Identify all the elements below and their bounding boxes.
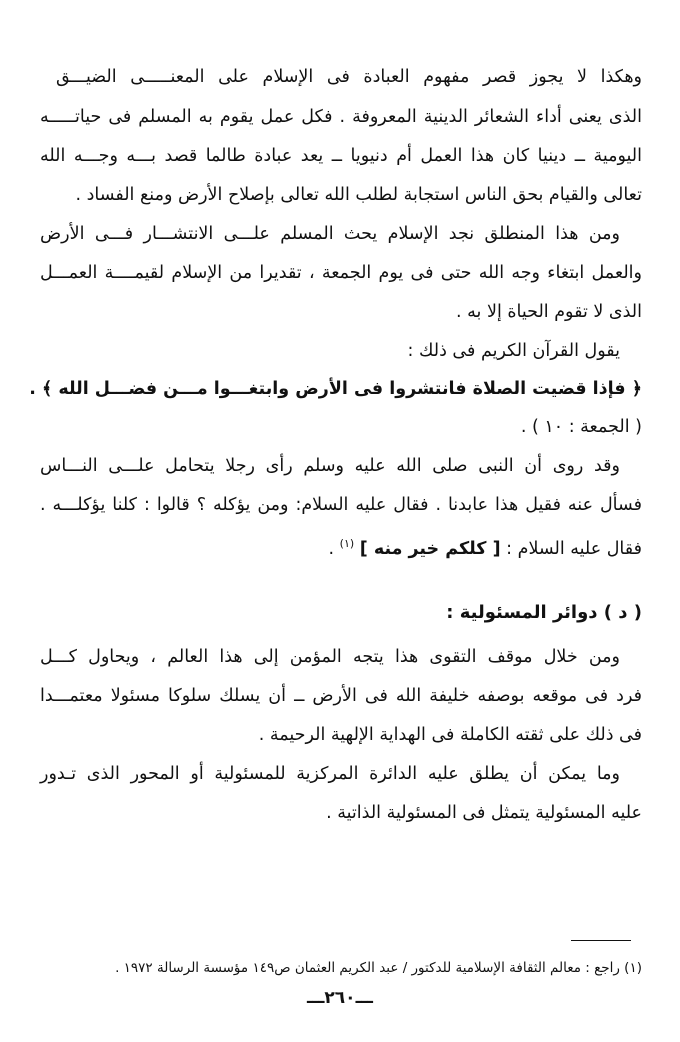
paragraph-3-line-2: فسأل عنه فقيل هذا عابدنا . فقال عليه السلام: ومن يؤكله ؟ قالوا : كلنا يؤكلـــه .: [40, 495, 642, 515]
hadith-line: [329, 529, 643, 564]
section-heading: ( د ) دوائر المسئولية :: [446, 602, 642, 623]
paragraph-2-line-1: ومن هذا المنطلق نجد الإسلام يحث المسلم علـــى الانتشـــار فـــى الأرض: [40, 224, 620, 244]
paragraph-4-line-1: ومن خلال موقف التقوى هذا يتجه المؤمن إلى هذا العالم ، ويحاول كـــل: [40, 647, 620, 667]
paragraph-1-line-4: تعالى والقيام بحق الناس استجابة لطلب الله تعالى بإصلاح الأرض ومنع الفساد .: [75, 185, 642, 205]
hadith-quote: [ كلكم خير منه ]: [359, 538, 501, 559]
paragraph-4-line-2: فرد فى موقعه بوصفه خليفة الله فى الأرض ــ أن يسلك سلوكا مسئولا معتمـــدا: [40, 686, 642, 706]
quote-intro: يقول القرآن الكريم فى ذلك :: [407, 341, 620, 361]
footnote-divider: [571, 940, 631, 941]
footnote: (١) راجع : معالم الثقافة الإسلامية للدكتور / عبد الكريم العثمان ص١٤٩ مؤسسة الرسالة ١٩٧٢ .: [115, 960, 642, 976]
quran-quote: ﴿ فإذا قضيت الصلاة فانتشروا فى الأرض وابتغـــوا مـــن فضـــل الله ﴾ .: [29, 379, 642, 399]
paragraph-5-line-2: عليه المسئولية يتمثل فى المسئولية الذاتية .: [326, 803, 642, 823]
paragraph-1-line-2: الذى يعنى أداء الشعائر الدينية المعروفة . فكل عمل يقوم به المسلم فى حياتـــــه: [40, 107, 642, 127]
hadith-prefix: فقال عليه السلام :: [506, 538, 642, 559]
paragraph-2-line-3: الذى لا تقوم الحياة إلا به .: [456, 302, 642, 322]
paragraph-4-line-3: فى ذلك على ثقته الكاملة فى الهداية الإلهية الرحيمة .: [258, 725, 642, 745]
paragraph-5-line-1: وما يمكن أن يطلق عليه الدائرة المركزية للمسئولية أو المحور الذى تـدور: [40, 764, 620, 784]
quote-reference: ( الجمعة : ١٠ ) .: [520, 417, 642, 437]
paragraph-1-line-1: وهكذا لا يجوز قصر مفهوم العبادة فى الإسلام على المعنـــــى الضيـــق: [56, 67, 642, 87]
footnote-marker: (١): [339, 537, 355, 550]
paragraph-1-line-3: اليومية ــ دينيا كان هذا العمل أم دنيويا ــ يعد عبادة طالما قصد بـــه وجـــه الله: [40, 146, 642, 166]
paragraph-3-line-1: وقد روى أن النبى صلى الله عليه وسلم رأى رجلا يتحامل علـــى النـــاس: [40, 456, 620, 476]
paragraph-2-line-2: والعمل ابتغاء وجه الله حتى فى يوم الجمعة ، تقديرا من الإسلام لقيمــــة العمـــل: [40, 263, 642, 283]
hadith-end: .: [328, 538, 335, 559]
page-number: ـــ٢٦٠ـــ: [306, 988, 373, 1008]
